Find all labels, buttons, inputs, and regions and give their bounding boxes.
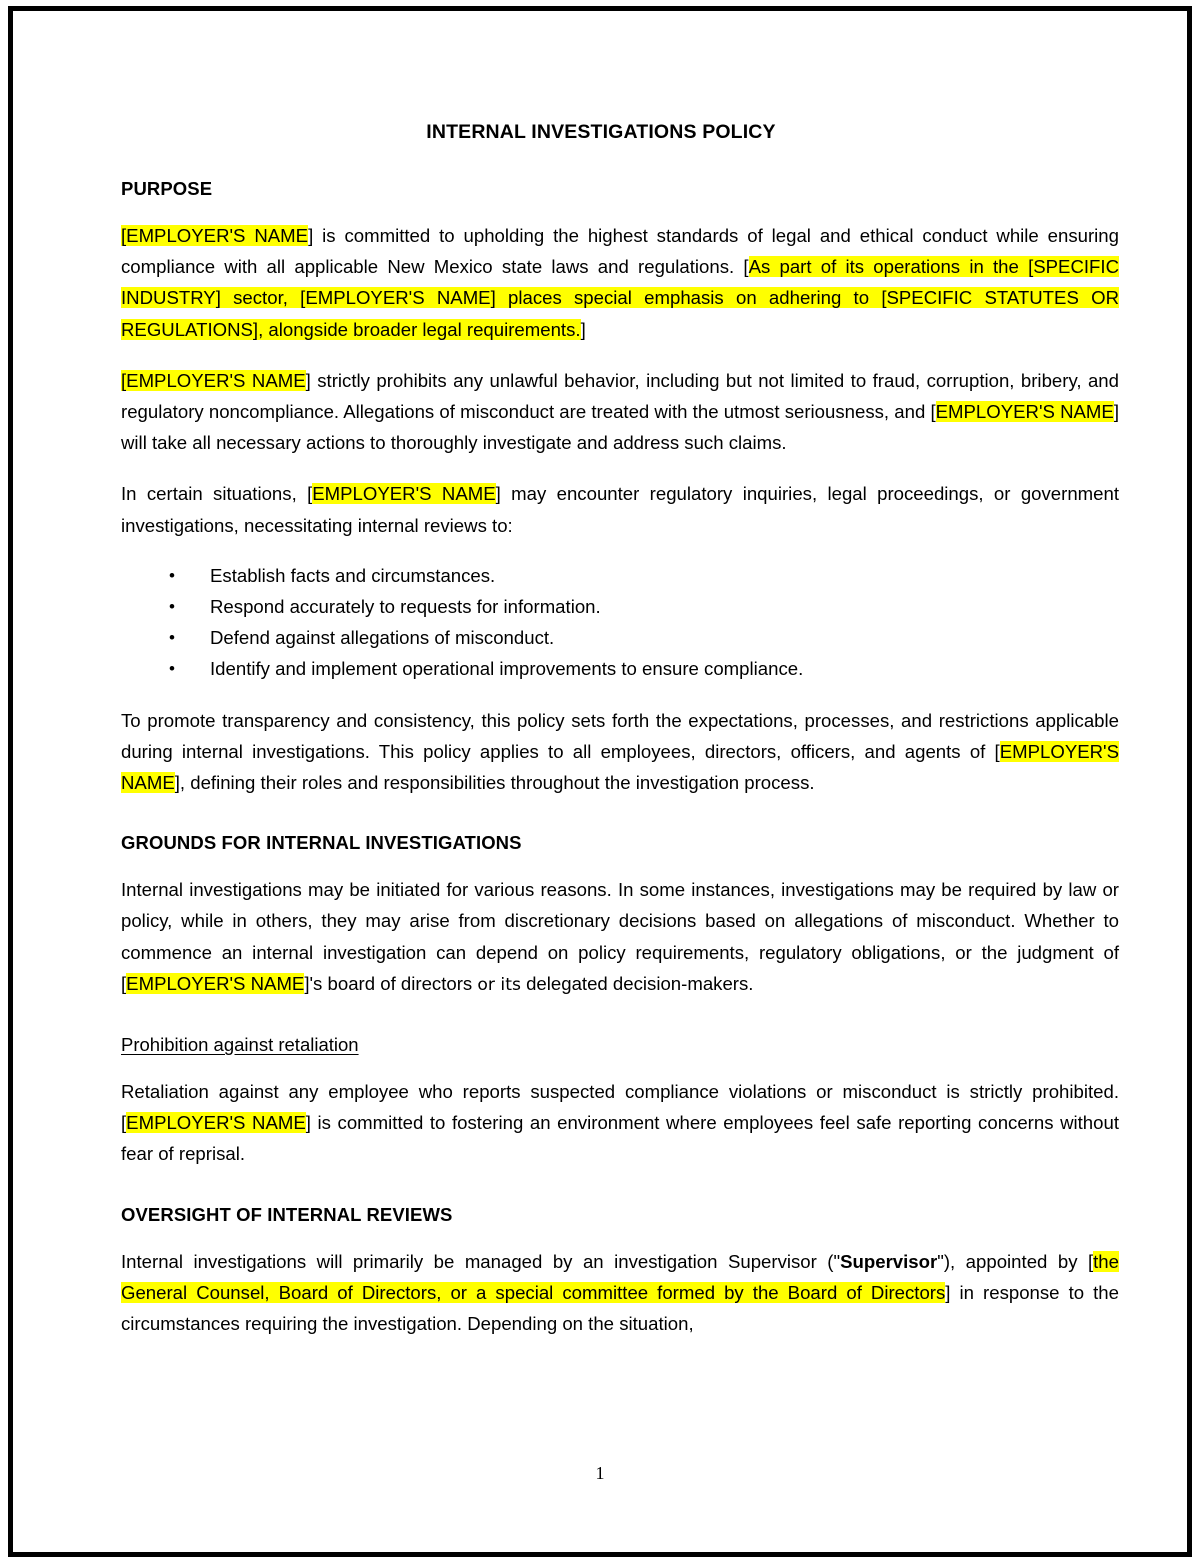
paragraph-text: ] will take all necessary actions to thoroughly investigate and address such claims. bbox=[121, 401, 1119, 454]
list-item: • Establish facts and circumstances. bbox=[121, 560, 1119, 591]
purpose-paragraph-1 bbox=[121, 220, 1119, 345]
section-heading-oversight: OVERSIGHT OF INTERNAL REVIEWS bbox=[121, 1203, 453, 1225]
paragraph-text: ], defining their roles and responsibilities throughout the investigation process. bbox=[174, 772, 815, 794]
purpose-paragraph-2 bbox=[121, 365, 1119, 459]
page-number: 1 bbox=[595, 1463, 605, 1483]
highlight-employer-name: EMPLOYER'S NAME bbox=[312, 483, 496, 505]
bold-term-supervisor: Supervisor bbox=[840, 1250, 938, 1272]
highlight-employer-name: [EMPLOYER'S NAME bbox=[121, 369, 306, 391]
highlight-employer-name: [EMPLOYER'S NAME bbox=[121, 225, 309, 246]
highlight-employer-name: EMPLOYER'S NAME bbox=[126, 1112, 306, 1134]
grounds-paragraph-1 bbox=[121, 874, 1119, 1001]
section-heading-grounds: GROUNDS FOR INTERNAL INVESTIGATIONS bbox=[121, 832, 522, 854]
list-item: • Respond accurately to requests for information. bbox=[121, 591, 1119, 622]
list-item: • Defend against allegations of misconduct. bbox=[121, 622, 1119, 653]
highlight-employer-name: EMPLOYER'S NAME bbox=[126, 972, 305, 994]
paragraph-text: ] strictly prohibits any unlawful behavior, including but not limited to fraud, corruption, bribery, and regulatory noncompliance. Allegations of misconduct are treated with the utmost seriousness, and [ bbox=[121, 369, 1119, 423]
highlight-industry-clause: As part of its operations in the [SPECIFIC INDUSTRY] sector, [EMPLOYER'S NAME] places special emphasis on adhering to [SPECIFIC STATUTES OR REGULATIONS], alongside broader legal requirements. bbox=[121, 256, 1119, 340]
paragraph-text: ] is committed to upholding the highest standards of legal and ethical conduct while ensuring compliance with all applicable New Mexico state laws and regulations. [ bbox=[121, 225, 1119, 278]
paragraph-text: Internal investigations will primarily be managed by an investigation Supervisor (" bbox=[121, 1250, 841, 1272]
purpose-paragraph-3 bbox=[121, 478, 1119, 540]
paragraph-text: In certain situations, [ bbox=[121, 483, 313, 505]
paragraph-text: delegated decision-makers. bbox=[520, 972, 754, 994]
paragraph-text: To promote transparency and consistency, this policy sets forth the expectations, processes, and restrictions applicable during internal investigations. This policy applies to all employees, directors, officers, and agents of [ bbox=[121, 709, 1119, 762]
internal-reviews-list bbox=[121, 560, 1119, 685]
paragraph-text: ] may encounter regulatory inquiries, legal proceedings, or government investigations, necessitating internal reviews to: bbox=[121, 483, 1120, 536]
highlight-appointing-authority: the General Counsel, Board of Directors, or a special committee formed by the Board of Directors bbox=[121, 1250, 1119, 1303]
page-title: INTERNAL INVESTIGATIONS POLICY bbox=[426, 121, 776, 143]
purpose-paragraph-4 bbox=[121, 705, 1119, 799]
subheading-prohibition-retaliation: Prohibition against retaliation bbox=[121, 1034, 359, 1056]
page-border bbox=[8, 6, 1192, 1557]
paragraph-text: ] in response to the circumstances requiring the investigation. Depending on the situation, bbox=[121, 1281, 1119, 1335]
oversight-paragraph-1 bbox=[121, 1246, 1119, 1340]
paragraph-text: "), appointed by [ bbox=[937, 1250, 1094, 1272]
paragraph-text-alt-font: or its bbox=[477, 974, 521, 995]
paragraph-text: Retaliation against any employee who reports suspected compliance violations or misconduct is strictly prohibited. [ bbox=[121, 1081, 1119, 1134]
grounds-paragraph-2 bbox=[121, 1076, 1119, 1170]
highlight-employer-name: EMPLOYER'S NAME bbox=[121, 740, 1119, 794]
paragraph-text: Internal investigations may be initiated for various reasons. In some instances, investigations may be required by law or policy, while in others, they may arise from discretionary decisions based on allegations of misconduct. Whether to commence an internal investigation can depend on policy requirements, regulatory obligations, or the judgment of [ bbox=[121, 879, 1119, 994]
paragraph-text: ] is committed to fostering an environment where employees feel safe reporting concerns without fear of reprisal. bbox=[121, 1112, 1120, 1165]
paragraph-text: ] bbox=[580, 318, 586, 340]
page-content bbox=[13, 11, 1187, 1552]
highlight-employer-name: EMPLOYER'S NAME bbox=[935, 401, 1114, 423]
list-item: • Identify and implement operational improvements to ensure compliance. bbox=[121, 653, 1119, 684]
paragraph-text: ]'s board of directors bbox=[304, 972, 478, 994]
section-heading-purpose: PURPOSE bbox=[121, 178, 213, 199]
